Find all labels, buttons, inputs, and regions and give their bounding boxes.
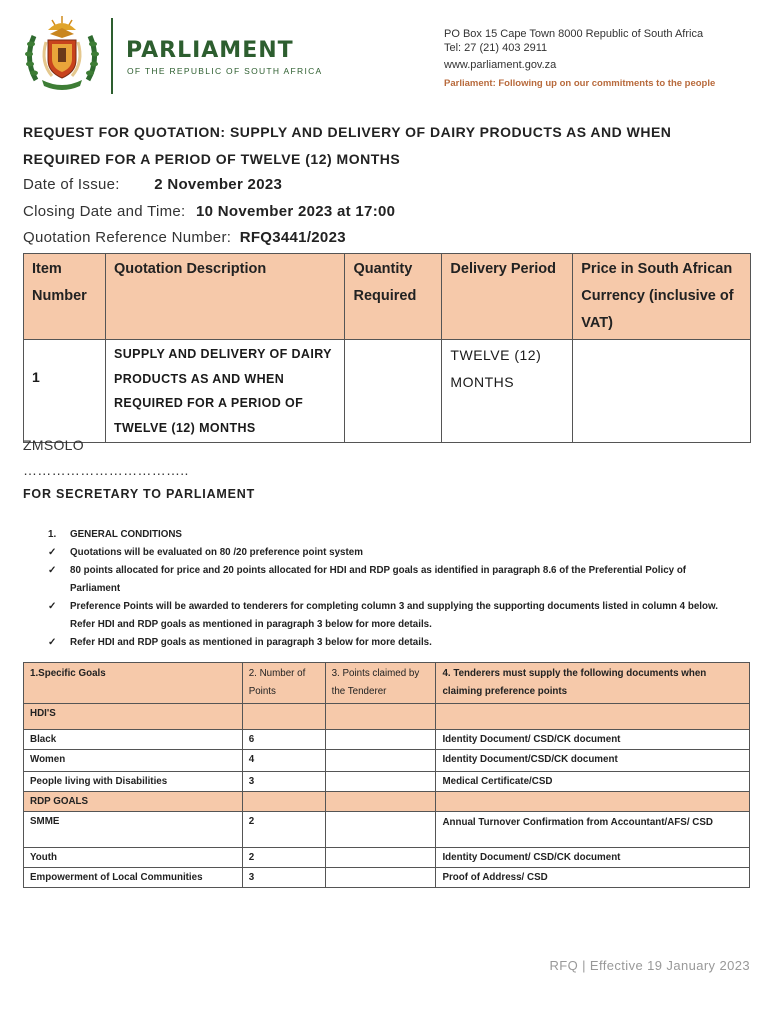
header-number-of-points: 2. Number of Points bbox=[242, 663, 325, 704]
condition-text: Refer HDI and RDP goals as mentioned in paragraph 3 below for more details. bbox=[70, 637, 432, 648]
points-cell: 2 bbox=[242, 848, 325, 868]
general-conditions bbox=[48, 526, 738, 652]
signatory-name: ZMSOLO bbox=[23, 437, 84, 453]
brand-subtitle: OF THE REPUBLIC OF SOUTH AFRICA bbox=[127, 66, 323, 76]
letterhead bbox=[0, 0, 770, 110]
issue-date-row bbox=[23, 176, 282, 193]
tagline: Parliament: Following up on our commitments to the people bbox=[444, 78, 716, 89]
phone: Tel: 27 (21) 403 2911 bbox=[444, 42, 548, 54]
issue-date-label: Date of Issue: bbox=[23, 176, 120, 193]
points-cell: 6 bbox=[242, 730, 325, 750]
claimed-cell[interactable] bbox=[325, 812, 436, 848]
empty-cell bbox=[436, 704, 750, 730]
specific-goals-table bbox=[23, 662, 750, 888]
document-title-line1: REQUEST FOR QUOTATION: SUPPLY AND DELIVERY OF DAIRY PRODUCTS AS AND WHEN bbox=[23, 124, 672, 140]
goal-cell: Women bbox=[24, 750, 243, 772]
condition-text: 80 points allocated for price and 20 points allocated for HDI and RDP goals as identified in paragraph 8.6 of the Preferential Policy of Parliament bbox=[70, 565, 687, 594]
conditions-heading bbox=[48, 526, 738, 544]
empty-cell bbox=[325, 704, 436, 730]
coat-of-arms-icon bbox=[22, 14, 102, 96]
claimed-cell[interactable] bbox=[325, 750, 436, 772]
claimed-cell[interactable] bbox=[325, 772, 436, 792]
docs-cell: Annual Turnover Confirmation from Accountant/AFS/ CSD bbox=[436, 812, 750, 848]
quotation-table bbox=[23, 253, 751, 443]
issue-date-value: 2 November 2023 bbox=[154, 176, 283, 193]
condition-text: Quotations will be evaluated on 80 /20 preference point system bbox=[70, 547, 363, 558]
points-cell: 3 bbox=[242, 868, 325, 888]
goal-cell: Empowerment of Local Communities bbox=[24, 868, 243, 888]
header-description: Quotation Description bbox=[105, 254, 345, 340]
docs-cell: Identity Document/ CSD/CK document bbox=[436, 848, 750, 868]
table-row bbox=[24, 848, 750, 868]
quotation-row bbox=[24, 340, 751, 443]
goal-cell: Youth bbox=[24, 848, 243, 868]
checkmark-icon: ✓ bbox=[48, 565, 57, 576]
checkmark-icon: ✓ bbox=[48, 547, 57, 558]
points-cell: 2 bbox=[242, 812, 325, 848]
empty-cell bbox=[436, 792, 750, 812]
table-row bbox=[24, 772, 750, 792]
table-row bbox=[24, 868, 750, 888]
header-divider bbox=[111, 18, 113, 94]
condition-item bbox=[48, 562, 738, 598]
page-footer: RFQ | Effective 19 January 2023 bbox=[549, 958, 750, 973]
group-label: RDP GOALS bbox=[24, 792, 243, 812]
delivery-period-cell: TWELVE (12) MONTHS bbox=[442, 340, 573, 443]
brand-title: PARLIAMENT bbox=[126, 38, 294, 63]
contact-block bbox=[444, 27, 703, 72]
reference-label: Quotation Reference Number: bbox=[23, 229, 232, 246]
item-number-cell: 1 bbox=[24, 340, 106, 443]
claimed-cell[interactable] bbox=[325, 730, 436, 750]
reference-value: RFQ3441/2023 bbox=[239, 229, 346, 246]
header-points-claimed: 3. Points claimed by the Tenderer bbox=[325, 663, 436, 704]
condition-item bbox=[48, 598, 738, 634]
table-row bbox=[24, 750, 750, 772]
signatory-role: FOR SECRETARY TO PARLIAMENT bbox=[23, 487, 256, 501]
conditions-number: 1. bbox=[48, 529, 57, 540]
website-link[interactable]: www.parliament.gov.za bbox=[444, 59, 557, 71]
docs-cell: Proof of Address/ CSD bbox=[436, 868, 750, 888]
empty-cell bbox=[242, 704, 325, 730]
goal-cell: SMME bbox=[24, 812, 243, 848]
condition-item bbox=[48, 634, 738, 652]
empty-cell bbox=[325, 792, 436, 812]
closing-date-value: 10 November 2023 at 17:00 bbox=[195, 203, 396, 220]
docs-cell: Identity Document/ CSD/CK document bbox=[436, 730, 750, 750]
checkmark-icon: ✓ bbox=[48, 637, 57, 648]
header-documents: 4. Tenderers must supply the following documents when claiming preference points bbox=[436, 663, 750, 704]
goals-header-row bbox=[24, 663, 750, 704]
group-label: HDI'S bbox=[24, 704, 243, 730]
description-cell: SUPPLY AND DELIVERY OF DAIRY PRODUCTS AS AND WHEN REQUIRED FOR A PERIOD OF TWELVE (12) MONTHS bbox=[105, 340, 345, 443]
docs-cell: Medical Certificate/CSD bbox=[436, 772, 750, 792]
table-row bbox=[24, 730, 750, 750]
condition-item bbox=[48, 544, 738, 562]
closing-date-row bbox=[23, 203, 395, 220]
closing-date-label: Closing Date and Time: bbox=[23, 203, 186, 220]
reference-row bbox=[23, 229, 346, 246]
goal-cell: Black bbox=[24, 730, 243, 750]
goal-cell: People living with Disabilities bbox=[24, 772, 243, 792]
checkmark-icon: ✓ bbox=[48, 601, 57, 612]
header-delivery-period: Delivery Period bbox=[442, 254, 573, 340]
group-row-hdi bbox=[24, 704, 750, 730]
points-cell: 3 bbox=[242, 772, 325, 792]
empty-cell bbox=[242, 792, 325, 812]
header-specific-goals: 1.Specific Goals bbox=[24, 663, 243, 704]
group-row-rdp bbox=[24, 792, 750, 812]
header-quantity: Quantity Required bbox=[345, 254, 442, 340]
docs-cell: Identity Document/CSD/CK document bbox=[436, 750, 750, 772]
claimed-cell[interactable] bbox=[325, 868, 436, 888]
table-row bbox=[24, 812, 750, 848]
signature-dots: …………………………….. bbox=[23, 462, 189, 478]
quotation-header-row bbox=[24, 254, 751, 340]
document-title-line2: REQUIRED FOR A PERIOD OF TWELVE (12) MONTHS bbox=[23, 151, 401, 167]
points-cell: 4 bbox=[242, 750, 325, 772]
header-item-number: Item Number bbox=[24, 254, 106, 340]
claimed-cell[interactable] bbox=[325, 848, 436, 868]
address: PO Box 15 Cape Town 8000 Republic of South Africa bbox=[444, 28, 704, 40]
price-cell[interactable] bbox=[573, 340, 751, 443]
condition-text: Preference Points will be awarded to tenderers for completing column 3 and supplying the supporting documents listed in column 4 below. Refer HDI and RDP goals as mentioned in paragraph 3 below for more details. bbox=[70, 601, 718, 630]
conditions-title: GENERAL CONDITIONS bbox=[70, 529, 182, 540]
header-price: Price in South African Currency (inclusive of VAT) bbox=[573, 254, 751, 340]
quantity-cell[interactable] bbox=[345, 340, 442, 443]
